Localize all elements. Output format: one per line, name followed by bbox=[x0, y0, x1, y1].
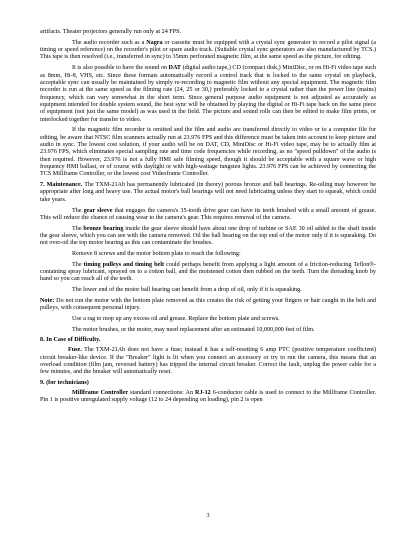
paragraph-mop-up: Use a rag to mop up any excess oil and grease. Replace the bottom plate and screws. bbox=[72, 315, 280, 322]
paragraph-fuse: Fuse. The TXM-21Ab does not have a fuse; instead it has a self-resetting 6 amp PTC (positive temperature coefficient) circuit breaker-like device. If the "Breaker" light is lit when you connect an accessory or try to run the camera, this means that an overload condition (film jam, reversed battery) has tripped the internal circuit breaker. Correct the fault, unplug the power cable for a few minutes, and the breaker will automatically reset. bbox=[40, 347, 376, 376]
paragraph-gear-sleeve: The gear sleeve that engages the camera's 35-tooth drive gear can have its teeth brushed with a small amount of grease. This will reduce the chance of causing wear to the camera's gear. This requires removal of the camera. bbox=[40, 207, 376, 221]
page-number: 3 bbox=[206, 512, 210, 519]
gear-sleeve-term: gear sleeve bbox=[83, 207, 113, 214]
paragraph-intro: artifacts. Theater projectors generally run only at 24 FPS. bbox=[40, 29, 182, 35]
paragraph-lower-bearing: The lower end of the motor ball bearing can benefit from a drop of oil, only if it is squeaking. bbox=[72, 287, 302, 294]
fuse-term: Fuse. bbox=[68, 347, 82, 354]
section-heading-difficulty: 8. In Case of Difficulty. bbox=[40, 337, 101, 344]
paragraph-audio-recorder: The audio recorder such as a Nagra or cassette must be equipped with a crystal sync generator to record a pilot signal (a timing or speed reference) on the recorder's pilot or spare audio track. (Suitable crystal sync generators are also manufactured by TCS.) This tape is then resolved (i.e., transferred in sync) to 35mm perforated magnetic film, at the same speed as the picture, for editing. bbox=[40, 39, 376, 61]
paragraph-bronze-bearing: The bronze bearing inside the gear sleeve should have about one drop of turbine or SAE 30 oil added to the shaft inside the gear sleeve, which you can see with the camera removed. Oil the ball bearing on the top end of the motor only if it is squeaking. Do not over-oil the top motor bearing as this can contaminate the brushes. bbox=[40, 225, 376, 247]
paragraph-maintenance: 7. Maintenance. The TXM-21Ab has permanently lubricated (in theory) porous bronze and ball bearings. Re-oiling may however be appropriate after long and heavy use. The actual motor's ball bearings will not need lubricating unless they start to squeak, which could take years. bbox=[40, 182, 376, 203]
rj12-term: RJ-12 bbox=[195, 390, 211, 397]
paragraph-millframe: Millframe Controller standard connections: An RJ-12 6-conductor cable is used to connect to the Millframe Controller. Pin 1 is positive unregulated supply voltage (12 to 24 depending on loading), pin 2 is open bbox=[40, 390, 376, 404]
paragraph-note: Note: Do not run the motor with the bottom plate removed as this creates the risk of getting your fingers or hair caught in the belt and pulleys, with consequent personal injury. bbox=[40, 297, 376, 312]
millframe-term: Millframe Controller bbox=[72, 390, 129, 397]
paragraph-dat: It is also possible to have the sound on DAT (digital audio tape,) CD (compact disk,) MiniDisc, or on Hi-Fi video tape such as 8mm, Hi-8, VHS, etc. Since these formats automatically record a control track that is locked to the same crystal on playback, acceptable sync can usually be maintained by simply re-recording to magnetic film without any special equipment. The magnetic film recorder is run at the same speed as the filming rate (24, 25 or 30,) preferably locked to a crystal rather than the power line (mains) frequency, which can vary somewhat in the short term. Since general purpose audio equipment is not adjusted as accurately as equipment intended for double system sound, the best sync will be obtained by playing the digital or Hi-Fi tape back on the same piece of equipment (not just the same model) as was used in the field. The picture and sound rolls can then be edited to make film prints, or interlocked together for transfer to video. bbox=[40, 65, 376, 123]
dat-term: DAT bbox=[168, 65, 182, 72]
nagra-term: Nagra bbox=[146, 39, 163, 46]
note-label: Note: bbox=[40, 297, 55, 304]
timing-belt-term: timing pulleys and timing belt bbox=[83, 261, 165, 268]
paragraph-remove-screws: Remove 8 screws and the motor bottom plate to reach the following: bbox=[72, 251, 241, 258]
paragraph-timing-belt: The timing pulleys and timing belt could perhaps benefit from applying a light amount of a friction-reducing Teflon®-containing spray lubricant, sprayed on to a cotton ball, and the moistened cotton then rubbed on the teeth. Turn the threading knob by hand so you can reach all of the teeth. bbox=[40, 261, 376, 283]
paragraph-video-transfer: If the magnetic film recorder is omitted and the film and audio are transferred directly to video or to a computer file for editing, be aware that NTSC film scanners actually run at 23.976 FPS and this difference must be taken into account to keep picture and audio in sync. The lowest cost solution, if your audio will be on DAT, CD, MiniDisc or Hi-Fi video tape, may be to actually film at 23.976 FPS, which eliminates special sampling rate and time code frequencies while recording, as no "speed pulldown" of the audio is then required. However, 23.976 is not a fully HMI safe filming speed, though it should be acceptable with a square wave or high frequency HMI ballast, or of course with daylight or with high-wattage tungsten lights. 23.976 FPS can be achieved by connecting the TCS Millframe Controller, or the lowest cost Videoframe Controller. bbox=[40, 127, 376, 178]
section-heading-technicians: 9. (for technicians) bbox=[40, 380, 89, 387]
bronze-bearing-term: bronze bearing bbox=[83, 225, 124, 232]
paragraph-motor-brushes: The motor brushes, or the motor, may need replacement after an estimated 10,000,000 feet of film. bbox=[72, 326, 315, 333]
section-heading-maintenance: 7. Maintenance. bbox=[40, 182, 83, 189]
